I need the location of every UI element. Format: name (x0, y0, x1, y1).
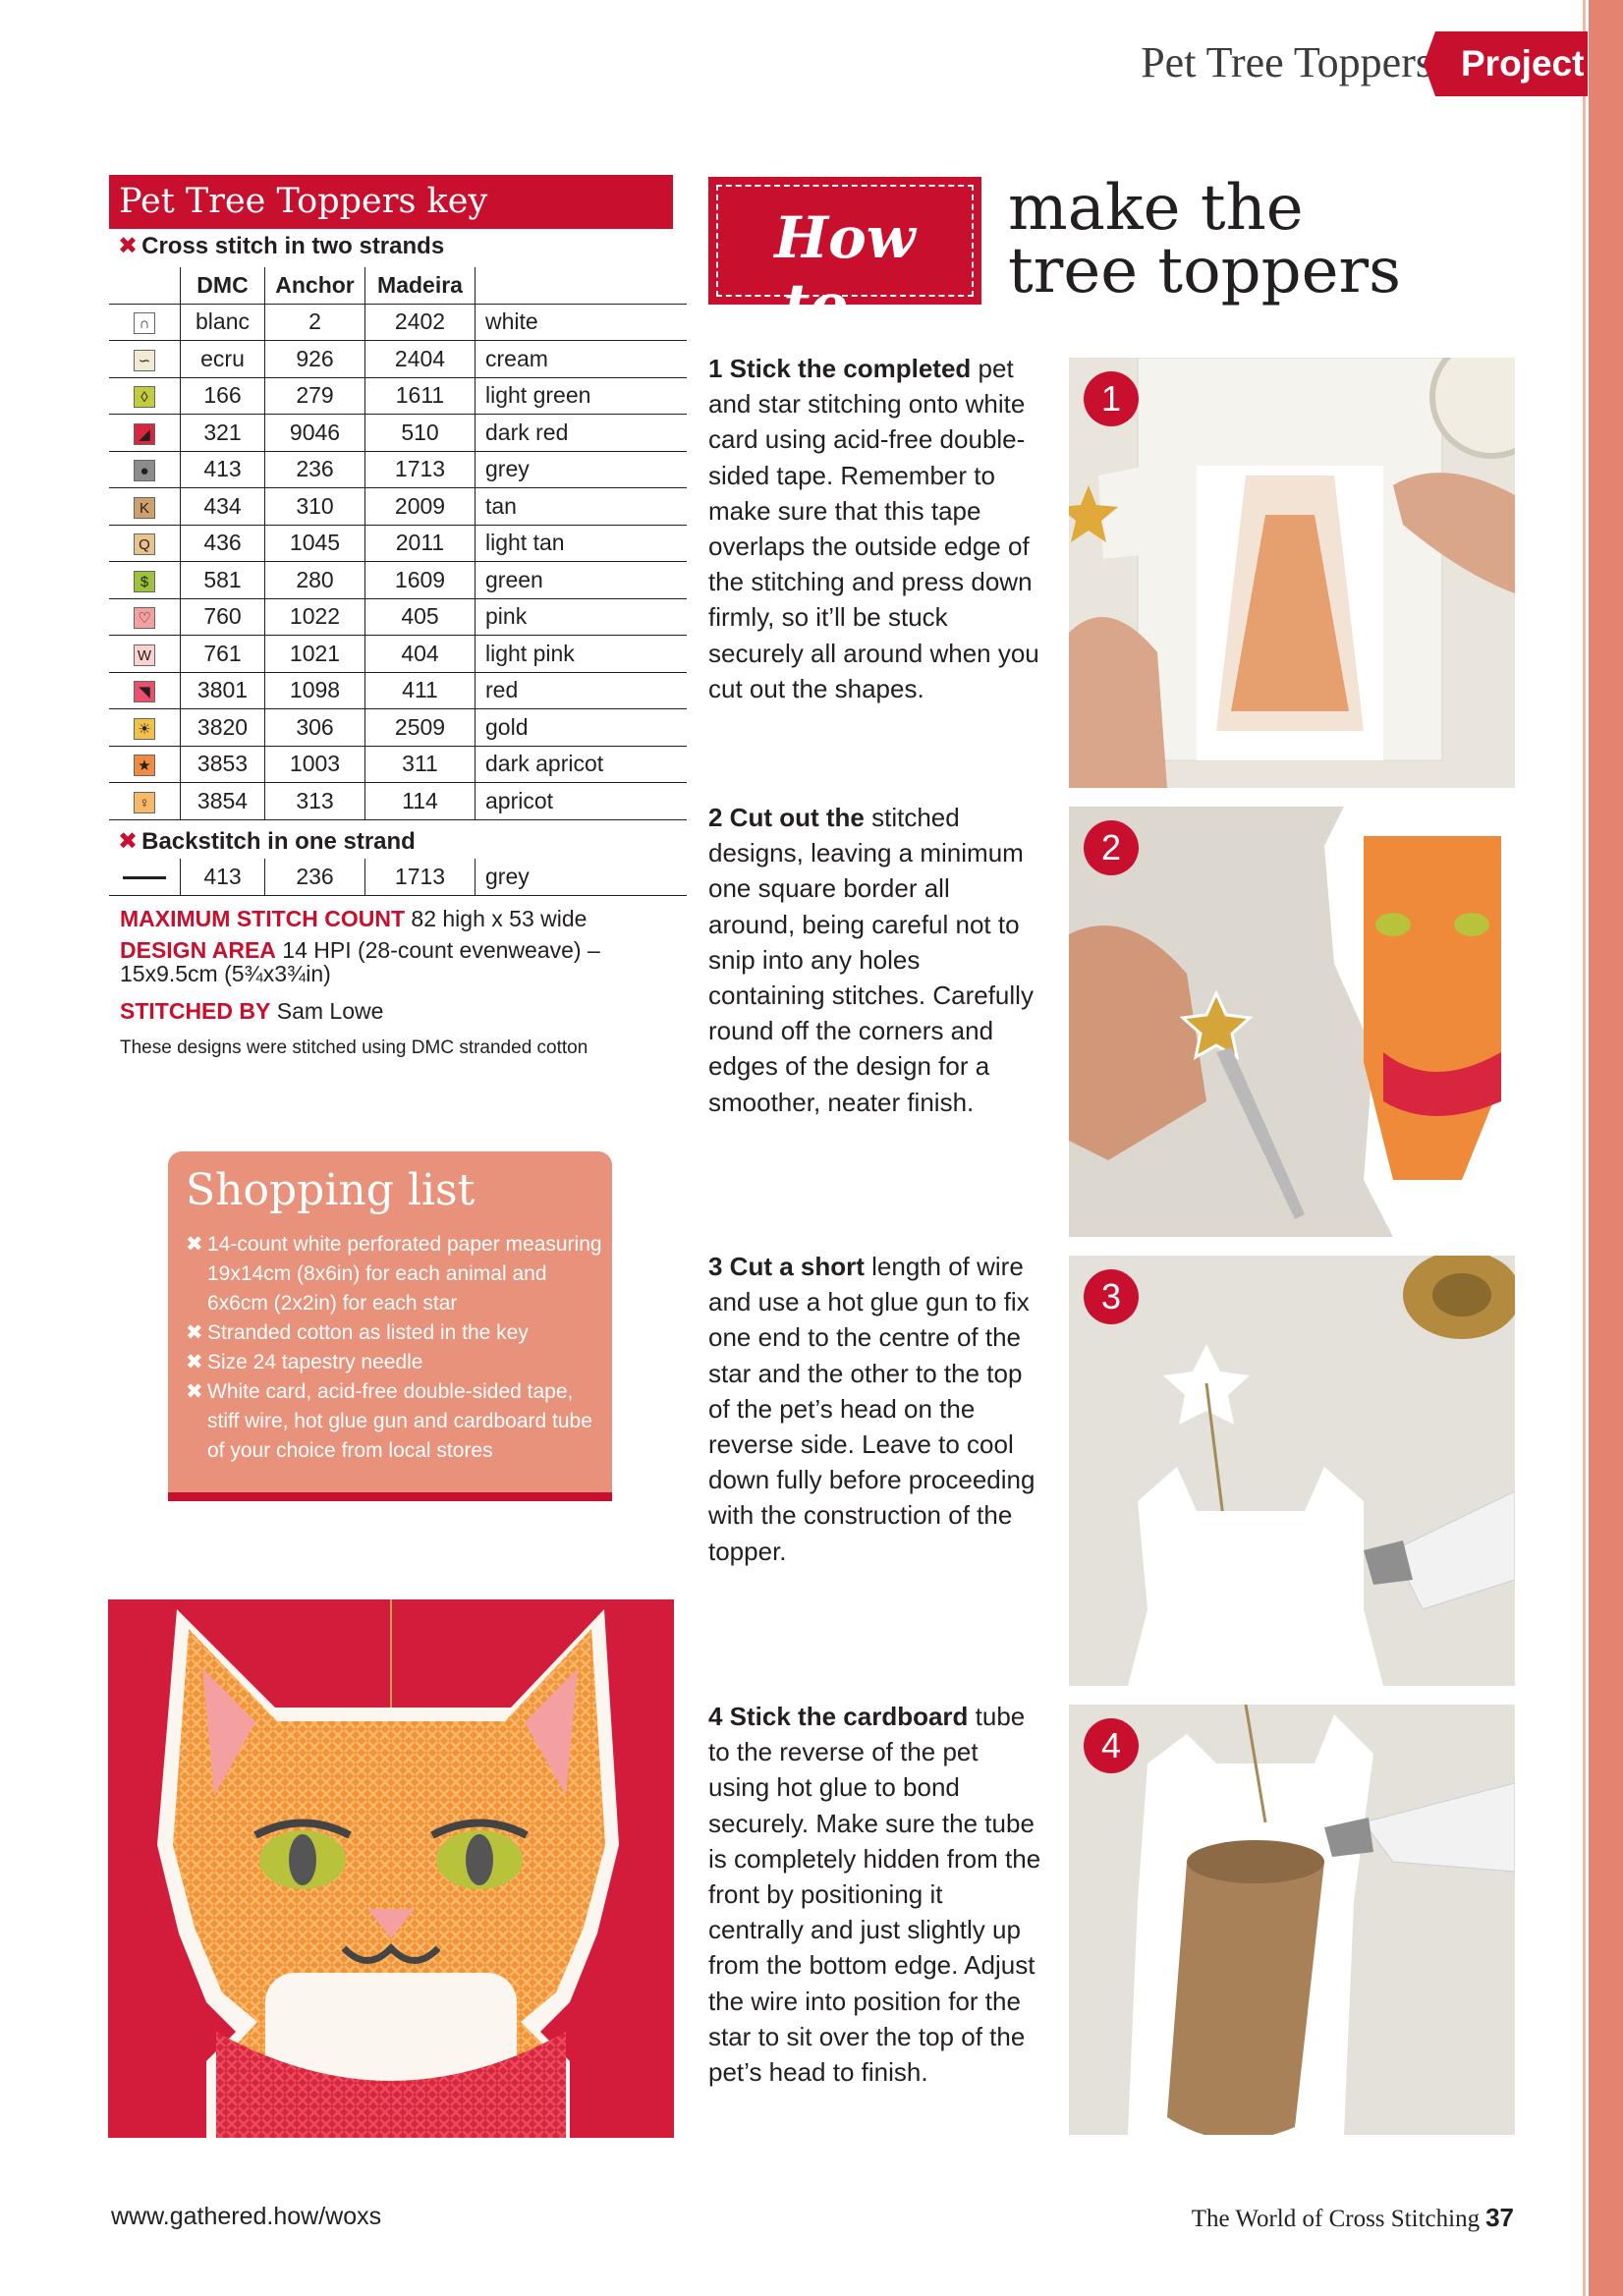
backstitch-madeira: 1713 (365, 859, 476, 895)
backstitch-name: grey (476, 859, 688, 895)
step-3-photo (1069, 1256, 1515, 1686)
key-anchor: 9046 (265, 415, 365, 452)
stitch-symbol-cell (109, 709, 181, 747)
key-name: light green (476, 377, 688, 415)
key-anchor: 279 (265, 377, 365, 415)
stitch-symbol-cell (109, 415, 181, 452)
shopping-item: ✖ Size 24 tapestry needle (186, 1348, 608, 1377)
key-dmc: 166 (181, 377, 265, 415)
cross-icon: ✖ (186, 1233, 203, 1256)
anchor-column-header: Anchor (265, 267, 365, 304)
stitched-by: STITCHED BY Sam Lowe (120, 998, 384, 1024)
key-name: tan (476, 488, 688, 526)
shopping-list-title: Shopping list (186, 1165, 476, 1215)
step-4-photo (1069, 1705, 1515, 2135)
stitch-symbol-icon: ◥ (134, 681, 155, 702)
key-dmc: ecru (181, 341, 265, 378)
key-madeira: 2402 (365, 304, 476, 341)
key-madeira: 114 (365, 783, 476, 820)
backstitch-anchor: 236 (265, 859, 365, 895)
shopping-list-bar (168, 1492, 612, 1501)
stitch-symbol-icon: ● (134, 460, 155, 481)
backstitch-row (109, 859, 687, 895)
key-name: grey (476, 451, 688, 488)
backstitch-line-icon (109, 859, 181, 895)
shopping-list (168, 1151, 612, 1501)
key-table (109, 267, 687, 820)
key-anchor: 280 (265, 562, 365, 599)
key-madeira: 1713 (365, 451, 476, 488)
page-number: 37 (1485, 2203, 1514, 2232)
key-anchor: 1021 (265, 636, 365, 673)
key-anchor: 926 (265, 341, 365, 378)
key-name: red (476, 672, 688, 709)
stitch-symbol-icon: Q (134, 533, 155, 555)
shopping-list-items (186, 1230, 608, 1466)
key-dmc: 581 (181, 562, 265, 599)
stitch-symbol-icon: ♀ (134, 792, 155, 813)
backstitch-heading: ✖ Backstitch in one strand (118, 828, 416, 855)
cross-icon: ✖ (118, 233, 139, 259)
key-title: Pet Tree Toppers key (109, 175, 673, 229)
key-name: dark red (476, 415, 688, 452)
key-name: light pink (476, 636, 688, 673)
cross-icon: ✖ (186, 1351, 203, 1373)
key-name: cream (476, 341, 688, 378)
stitch-symbol-icon: W (134, 644, 155, 666)
key-row (109, 304, 687, 341)
key-anchor: 1098 (265, 672, 365, 709)
step-1-text: 1 Stick the completed pet and star stitching onto white card using acid-free double-sided tape. Remember to make sure that this tape overlaps the outside edge of the stitching and press down firmly, so it’ll be stuck securely all around when you cut out the shapes. (708, 354, 1039, 703)
key-row (109, 451, 687, 488)
key-note: These designs were stitched using DMC stranded cotton (120, 1037, 588, 1058)
key-row (109, 562, 687, 599)
step-4-text: 4 Stick the cardboard tube to the reverse of the pet using hot glue to bond securely. Make sure the tube is completely hidden from the front by positioning it centrally and just slightly up from the bottom edge. Adjust the wire into position for the star to sit over the top of the pet’s head to finish. (708, 1702, 1041, 2088)
stitch-symbol-cell (109, 341, 181, 378)
key-dmc: 761 (181, 636, 265, 673)
key-row (109, 377, 687, 415)
key-row (109, 709, 687, 747)
step-2-text: 2 Cut out the stitched designs, leaving a minimum one square border all around, being careful not to snip into any holes containing stitches. Carefully round off the corners and edges of the design for a smoother, neater finish. (708, 803, 1034, 1117)
max-stitch-count: MAXIMUM STITCH COUNT 82 high x 53 wide (120, 906, 588, 931)
how-to-badge (708, 177, 981, 338)
key-name: dark apricot (476, 746, 688, 783)
step-3-text: 3 Cut a short length of wire and use a hot glue gun to fix one end to the centre of the star and the other to the top of the pet’s head on the reverse side. Leave to cool down fully before proceeding with the construction of the topper. (708, 1252, 1035, 1566)
design-area: DESIGN AREA 14 HPI (28-count evenweave) – 15x9.5cm (5¾x3¾in) (120, 937, 600, 986)
stitch-symbol-cell (109, 672, 181, 709)
stitch-symbol-icon: ♡ (134, 607, 155, 629)
stitch-symbol-cell (109, 488, 181, 526)
key-row (109, 488, 687, 526)
footer-url[interactable]: www.gathered.how/woxs (111, 2203, 382, 2230)
madeira-column-header: Madeira (365, 267, 476, 304)
key-dmc: 760 (181, 598, 265, 636)
running-title: Pet Tree Toppers (1141, 38, 1432, 86)
key-madeira: 2509 (365, 709, 476, 747)
shopping-item: ✖ White card, acid-free double-sided tape, stiff wire, hot glue gun and cardboard tube of your choice from local stores (186, 1377, 608, 1466)
stitch-symbol-icon: ★ (134, 755, 155, 776)
key-anchor: 310 (265, 488, 365, 526)
key-madeira: 411 (365, 672, 476, 709)
step-2-photo (1069, 807, 1515, 1237)
how-to-badge-text: How to... (774, 204, 916, 338)
key-name: gold (476, 709, 688, 747)
stitch-symbol-icon: K (134, 497, 155, 519)
key-name: apricot (476, 783, 688, 820)
key-madeira: 510 (365, 415, 476, 452)
name-column-header (476, 267, 688, 304)
key-dmc: blanc (181, 304, 265, 341)
key-name: light tan (476, 525, 688, 562)
key-dmc: 3801 (181, 672, 265, 709)
key-dmc: 3853 (181, 746, 265, 783)
key-dmc: 413 (181, 451, 265, 488)
stitch-symbol-icon: ◢ (134, 423, 155, 445)
cross-stitch-heading: ✖ Cross stitch in two strands (118, 233, 445, 259)
key-anchor: 1045 (265, 525, 365, 562)
step-1-photo (1069, 358, 1515, 788)
key-name: green (476, 562, 688, 599)
key-anchor: 1003 (265, 746, 365, 783)
stitch-symbol-cell (109, 598, 181, 636)
key-row (109, 598, 687, 636)
key-row (109, 746, 687, 783)
footer-magazine: The World of Cross Stitching 37 (1191, 2203, 1514, 2232)
cross-icon: ✖ (186, 1380, 203, 1403)
key-name: white (476, 304, 688, 341)
step-3-badge: 3 (1084, 1269, 1139, 1324)
how-to-heading: make the tree toppers (1008, 172, 1401, 308)
stitch-symbol-icon: ◊ (134, 386, 155, 408)
stitch-symbol-icon: $ (134, 571, 155, 592)
stitch-symbol-icon: ∽ (134, 350, 155, 371)
key-dmc: 3854 (181, 783, 265, 820)
key-row (109, 341, 687, 378)
key-madeira: 2009 (365, 488, 476, 526)
backstitch-dmc: 413 (181, 859, 265, 895)
stitch-symbol-cell (109, 783, 181, 820)
step-1-badge: 1 (1084, 371, 1139, 426)
key-dmc: 434 (181, 488, 265, 526)
key-madeira: 311 (365, 746, 476, 783)
shopping-item: ✖ Stranded cotton as listed in the key (186, 1318, 608, 1348)
stitch-symbol-icon: ☀ (134, 718, 155, 740)
key-row (109, 783, 687, 820)
key-madeira: 1609 (365, 562, 476, 599)
key-anchor: 313 (265, 783, 365, 820)
key-madeira: 2011 (365, 525, 476, 562)
step-2-badge: 2 (1084, 820, 1139, 875)
stitch-symbol-cell (109, 451, 181, 488)
backstitch-table (109, 859, 687, 896)
key-row (109, 525, 687, 562)
key-anchor: 2 (265, 304, 365, 341)
cross-icon: ✖ (118, 828, 139, 855)
key-madeira: 405 (365, 598, 476, 636)
key-madeira: 1611 (365, 377, 476, 415)
key-dmc: 3820 (181, 709, 265, 747)
key-row (109, 636, 687, 673)
key-dmc: 436 (181, 525, 265, 562)
key-header-row (109, 267, 687, 304)
key-anchor: 236 (265, 451, 365, 488)
section-tab: Project (1435, 31, 1588, 96)
key-madeira: 404 (365, 636, 476, 673)
key-dmc: 321 (181, 415, 265, 452)
stitch-symbol-icon: ∩ (134, 312, 155, 334)
key-row (109, 415, 687, 452)
key-name: pink (476, 598, 688, 636)
page-edge-line (1583, 0, 1586, 2296)
key-anchor: 1022 (265, 598, 365, 636)
stitch-symbol-cell (109, 377, 181, 415)
key-row (109, 672, 687, 709)
key-madeira: 2404 (365, 341, 476, 378)
stitch-symbol-cell (109, 746, 181, 783)
dmc-column-header: DMC (181, 267, 265, 304)
cat-stitching-photo (108, 1599, 674, 2138)
symbol-column-header (109, 267, 181, 304)
shopping-item: ✖ 14-count white perforated paper measuring 19x14cm (8x6in) for each animal and 6x6cm (2x2in) for each star (186, 1230, 608, 1318)
key-anchor: 306 (265, 709, 365, 747)
step-4-badge: 4 (1084, 1718, 1139, 1773)
page-edge-strip (1589, 0, 1623, 2296)
stitch-symbol-cell (109, 562, 181, 599)
cross-icon: ✖ (186, 1321, 203, 1344)
stitch-symbol-cell (109, 304, 181, 341)
stitch-symbol-cell (109, 636, 181, 673)
stitch-symbol-cell (109, 525, 181, 562)
